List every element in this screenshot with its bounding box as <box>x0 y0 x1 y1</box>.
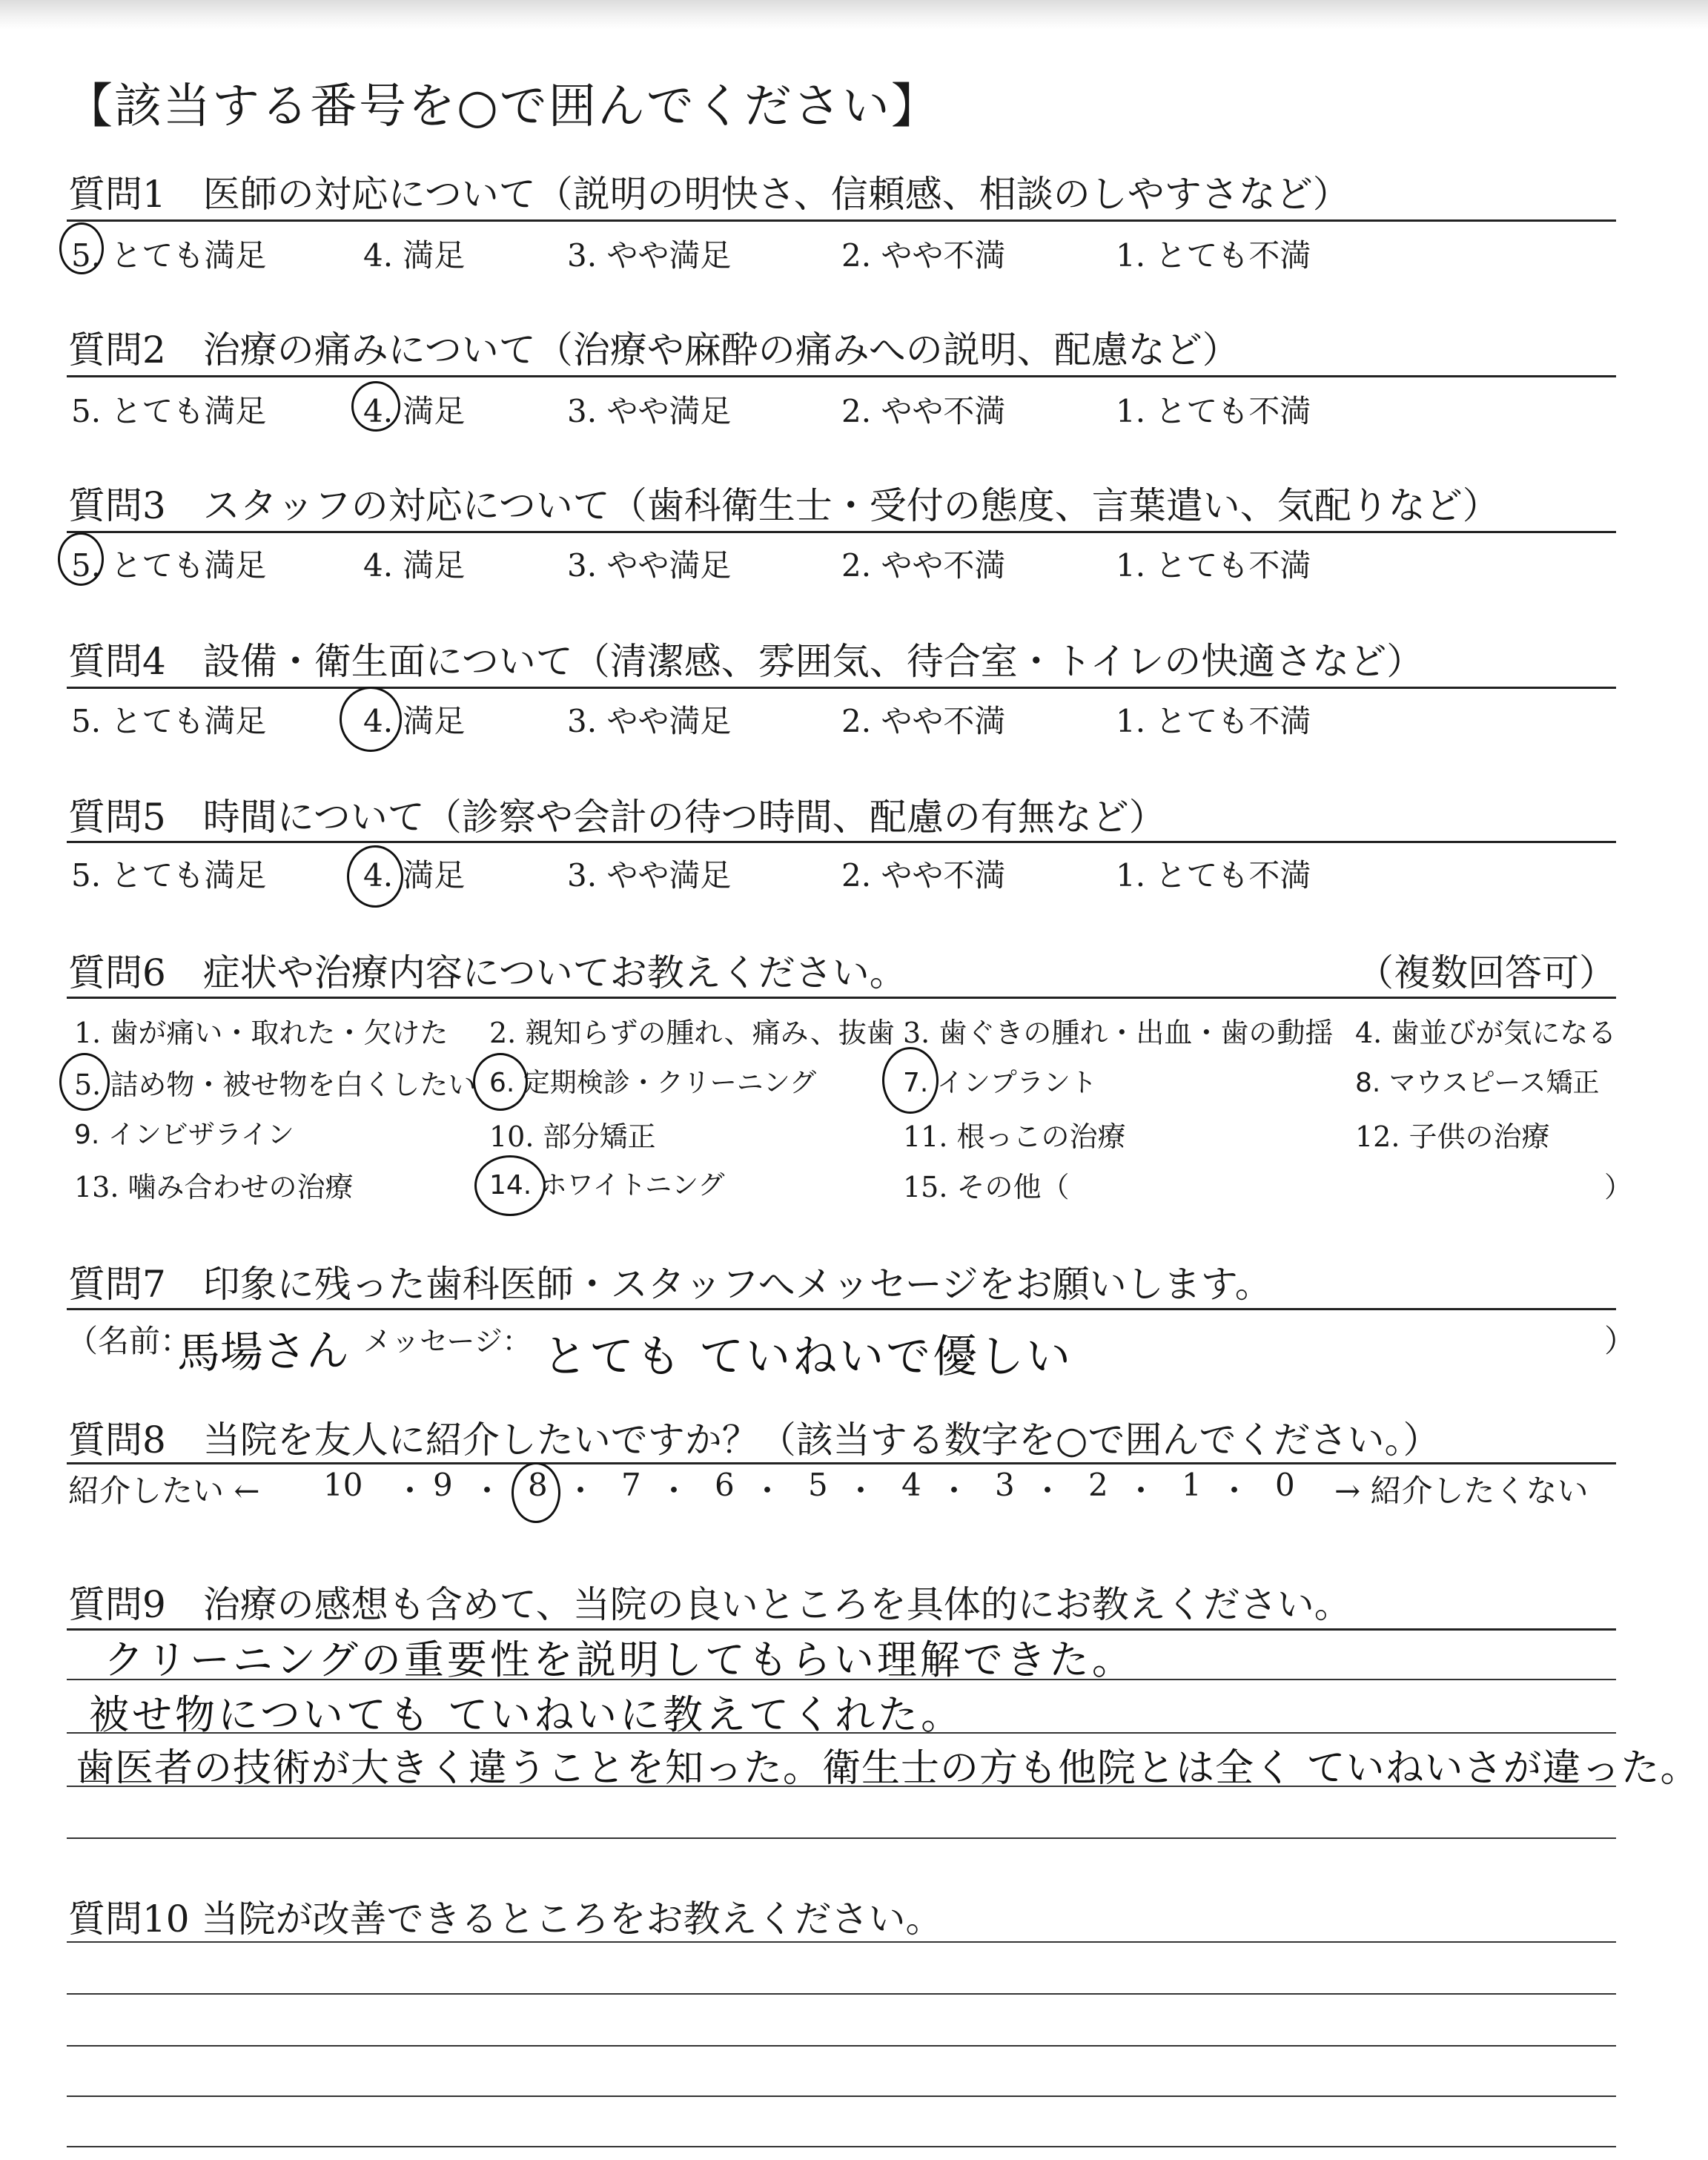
q8-left-label: 紹介したい ← <box>68 1473 260 1509</box>
q7-name-value[interactable]: 馬場さん <box>176 1324 350 1378</box>
question-3-label: 質問3 スタッフの対応について（歯科衛生士・受付の態度、言葉遣い、気配りなど） <box>68 484 1500 527</box>
q10-line-4 <box>67 2146 1616 2147</box>
q4-option-3[interactable]: 3. やや満足 <box>567 703 732 739</box>
question-1-label: 質問1 医師の対応について（説明の明快さ、信頼感、相談のしやすさなど） <box>68 173 1350 216</box>
q8-scale-separator: ・ <box>394 1473 426 1509</box>
q9-line-1 <box>67 1679 1616 1680</box>
q7-close-paren: ） <box>1604 1323 1636 1359</box>
q8-scale-2[interactable]: 2 <box>1088 1467 1108 1503</box>
question-7-rule <box>67 1308 1616 1310</box>
q2-option-3[interactable]: 3. やや満足 <box>567 393 732 429</box>
question-4-rule <box>67 687 1616 689</box>
page-title: 【該当する番号を○で囲んでください】 <box>65 79 940 134</box>
q1-option-5[interactable]: 5. とても満足 <box>71 237 267 274</box>
q8-scale-4[interactable]: 4 <box>901 1467 921 1503</box>
q6-option-2[interactable]: 2. 親知らずの腫れ、痛み、抜歯 <box>489 1017 895 1049</box>
q6-option-9[interactable]: 9. インビザライン <box>74 1120 294 1150</box>
q2-option-5[interactable]: 5. とても満足 <box>71 393 267 429</box>
q3-option-3[interactable]: 3. やや満足 <box>567 547 732 584</box>
q8-scale-9[interactable]: 9 <box>433 1467 453 1503</box>
q8-selection-circle <box>512 1462 560 1523</box>
q3-option-2[interactable]: 2. やや不満 <box>841 547 1006 584</box>
question-6-note: （複数回答可） <box>1357 951 1616 994</box>
q8-right-label: → 紹介したくない <box>1334 1473 1589 1509</box>
q6-option-14[interactable]: 14. ホワイトニング <box>489 1170 725 1200</box>
question-2-rule <box>67 375 1616 377</box>
q6-option-10[interactable]: 10. 部分矯正 <box>489 1120 656 1153</box>
q5-option-5[interactable]: 5. とても満足 <box>71 857 267 894</box>
q6-option-1[interactable]: 1. 歯が痛い・取れた・欠けた <box>74 1017 448 1049</box>
q9-answer-line-2[interactable]: 被せ物についても ていねいに教えてくれた。 <box>89 1691 964 1738</box>
q6-selection-circle-5 <box>59 1053 110 1111</box>
q5-option-4[interactable]: 4. 満足 <box>363 857 466 894</box>
q8-scale-6[interactable]: 6 <box>715 1467 735 1503</box>
q4-selection-circle <box>340 687 402 752</box>
q6-option-8[interactable]: 8. マウスピース矯正 <box>1355 1068 1600 1098</box>
q8-scale-7[interactable]: 7 <box>621 1467 641 1503</box>
q8-scale-1[interactable]: 1 <box>1182 1467 1202 1503</box>
q6-option-7[interactable]: 7. インプラント <box>903 1068 1097 1098</box>
q6-option-4[interactable]: 4. 歯並びが気になる <box>1355 1017 1617 1049</box>
q7-name-label: （名前： <box>67 1323 192 1359</box>
q9-answer-line-1[interactable]: クリーニングの重要性を説明してもらい理解できた。 <box>104 1636 1135 1683</box>
q6-selection-circle-14 <box>474 1155 546 1216</box>
q9-line-4 <box>67 1837 1616 1839</box>
q4-option-5[interactable]: 5. とても満足 <box>71 703 267 739</box>
question-5-label: 質問5 時間について（診察や会計の待つ時間、配慮の有無など） <box>68 796 1166 839</box>
q2-option-2[interactable]: 2. やや不満 <box>841 393 1006 429</box>
question-2-label: 質問2 治療の痛みについて（治療や麻酔の痛みへの説明、配慮など） <box>68 328 1239 371</box>
question-8-label: 質問8 当院を友人に紹介したいですか？（該当する数字を○で囲んでください。） <box>68 1418 1440 1462</box>
q8-scale-5[interactable]: 5 <box>808 1467 828 1503</box>
q4-option-4[interactable]: 4. 満足 <box>363 703 466 739</box>
scan-edge <box>0 0 1708 30</box>
question-7-label: 質問7 印象に残った歯科医師・スタッフへメッセージをお願いします。 <box>68 1263 1272 1306</box>
q8-scale-separator: ・ <box>471 1473 503 1509</box>
q1-selection-circle <box>59 222 104 274</box>
q6-option-13[interactable]: 13. 噛み合わせの治療 <box>74 1171 354 1203</box>
q3-option-4[interactable]: 4. 満足 <box>363 547 466 584</box>
q9-line-2 <box>67 1732 1616 1734</box>
q6-selection-circle-7 <box>882 1047 939 1114</box>
q3-option-1[interactable]: 1. とても不満 <box>1116 547 1311 584</box>
q9-line-3 <box>67 1786 1616 1787</box>
q2-option-1[interactable]: 1. とても不満 <box>1116 393 1311 429</box>
q7-message-value[interactable]: とても ていねいで優しい <box>543 1331 1073 1383</box>
q8-scale-10[interactable]: 10 <box>323 1467 363 1503</box>
q8-scale-8[interactable]: 8 <box>528 1467 548 1503</box>
question-6-label: 質問6 症状や治療内容についてお教えください。 <box>68 951 907 994</box>
q8-scale-separator: ・ <box>658 1473 690 1509</box>
q1-option-4[interactable]: 4. 満足 <box>363 237 466 274</box>
q5-option-2[interactable]: 2. やや不満 <box>841 857 1006 894</box>
q8-scale-separator: ・ <box>1032 1473 1064 1509</box>
q2-option-4[interactable]: 4. 満足 <box>363 393 466 429</box>
question-9-label: 質問9 治療の感想も含めて、当院の良いところを具体的にお教えください。 <box>68 1583 1351 1626</box>
q5-selection-circle <box>347 845 403 908</box>
q9-answer-line-3[interactable]: 歯医者の技術が大きく違うことを知った。衛生士の方も他院とは全く ていねいさが違った。 <box>76 1746 1700 1791</box>
q6-option-15-close: ） <box>1604 1171 1633 1203</box>
q6-option-3[interactable]: 3. 歯ぐきの腫れ・出血・歯の動揺 <box>903 1017 1334 1049</box>
q4-option-2[interactable]: 2. やや不満 <box>841 703 1006 739</box>
q2-selection-circle <box>351 381 400 432</box>
q8-scale-0[interactable]: 0 <box>1275 1467 1295 1503</box>
question-3-rule <box>67 531 1616 533</box>
q10-line-2 <box>67 2045 1616 2047</box>
q6-option-6[interactable]: 6. 定期検診・クリーニング <box>489 1068 817 1098</box>
question-5-rule <box>67 841 1616 843</box>
q8-scale-separator: ・ <box>1219 1473 1251 1509</box>
q8-scale-separator: ・ <box>1125 1473 1157 1509</box>
q8-scale-separator: ・ <box>752 1473 784 1509</box>
question-4-label: 質問4 設備・衛生面について（清潔感、雰囲気、待合室・トイレの快適さなど） <box>68 640 1424 683</box>
q5-option-1[interactable]: 1. とても不満 <box>1116 857 1311 894</box>
q1-option-1[interactable]: 1. とても不満 <box>1116 237 1311 274</box>
q6-option-15[interactable]: 15. その他（ <box>903 1171 1070 1203</box>
q6-option-11[interactable]: 11. 根っこの治療 <box>903 1120 1126 1153</box>
question-6-rule <box>67 997 1616 999</box>
q3-selection-circle <box>58 532 104 586</box>
question-1-rule <box>67 219 1616 222</box>
q8-scale-separator: ・ <box>565 1473 597 1509</box>
q4-option-1[interactable]: 1. とても不満 <box>1116 703 1311 739</box>
q10-line-1 <box>67 1993 1616 1995</box>
question-10-label: 質問10 当院が改善できるところをお教えください。 <box>68 1898 943 1941</box>
q10-line-0 <box>67 1941 1616 1943</box>
q1-option-3[interactable]: 3. やや満足 <box>567 237 732 274</box>
question-8-rule <box>67 1462 1616 1464</box>
q3-option-5[interactable]: 5. とても満足 <box>71 547 267 584</box>
q7-message-label: メッセージ： <box>363 1325 531 1358</box>
q5-option-3[interactable]: 3. やや満足 <box>567 857 732 894</box>
q6-option-5[interactable]: 5. 詰め物・被せ物を白くしたい <box>74 1069 477 1101</box>
q6-selection-circle-6 <box>473 1053 528 1111</box>
q8-scale-3[interactable]: 3 <box>995 1467 1015 1503</box>
q6-option-12[interactable]: 12. 子供の治療 <box>1355 1120 1550 1153</box>
q8-scale-separator: ・ <box>939 1473 970 1509</box>
q10-line-3 <box>67 2095 1616 2097</box>
q8-scale-separator: ・ <box>845 1473 877 1509</box>
q1-option-2[interactable]: 2. やや不満 <box>841 237 1006 274</box>
